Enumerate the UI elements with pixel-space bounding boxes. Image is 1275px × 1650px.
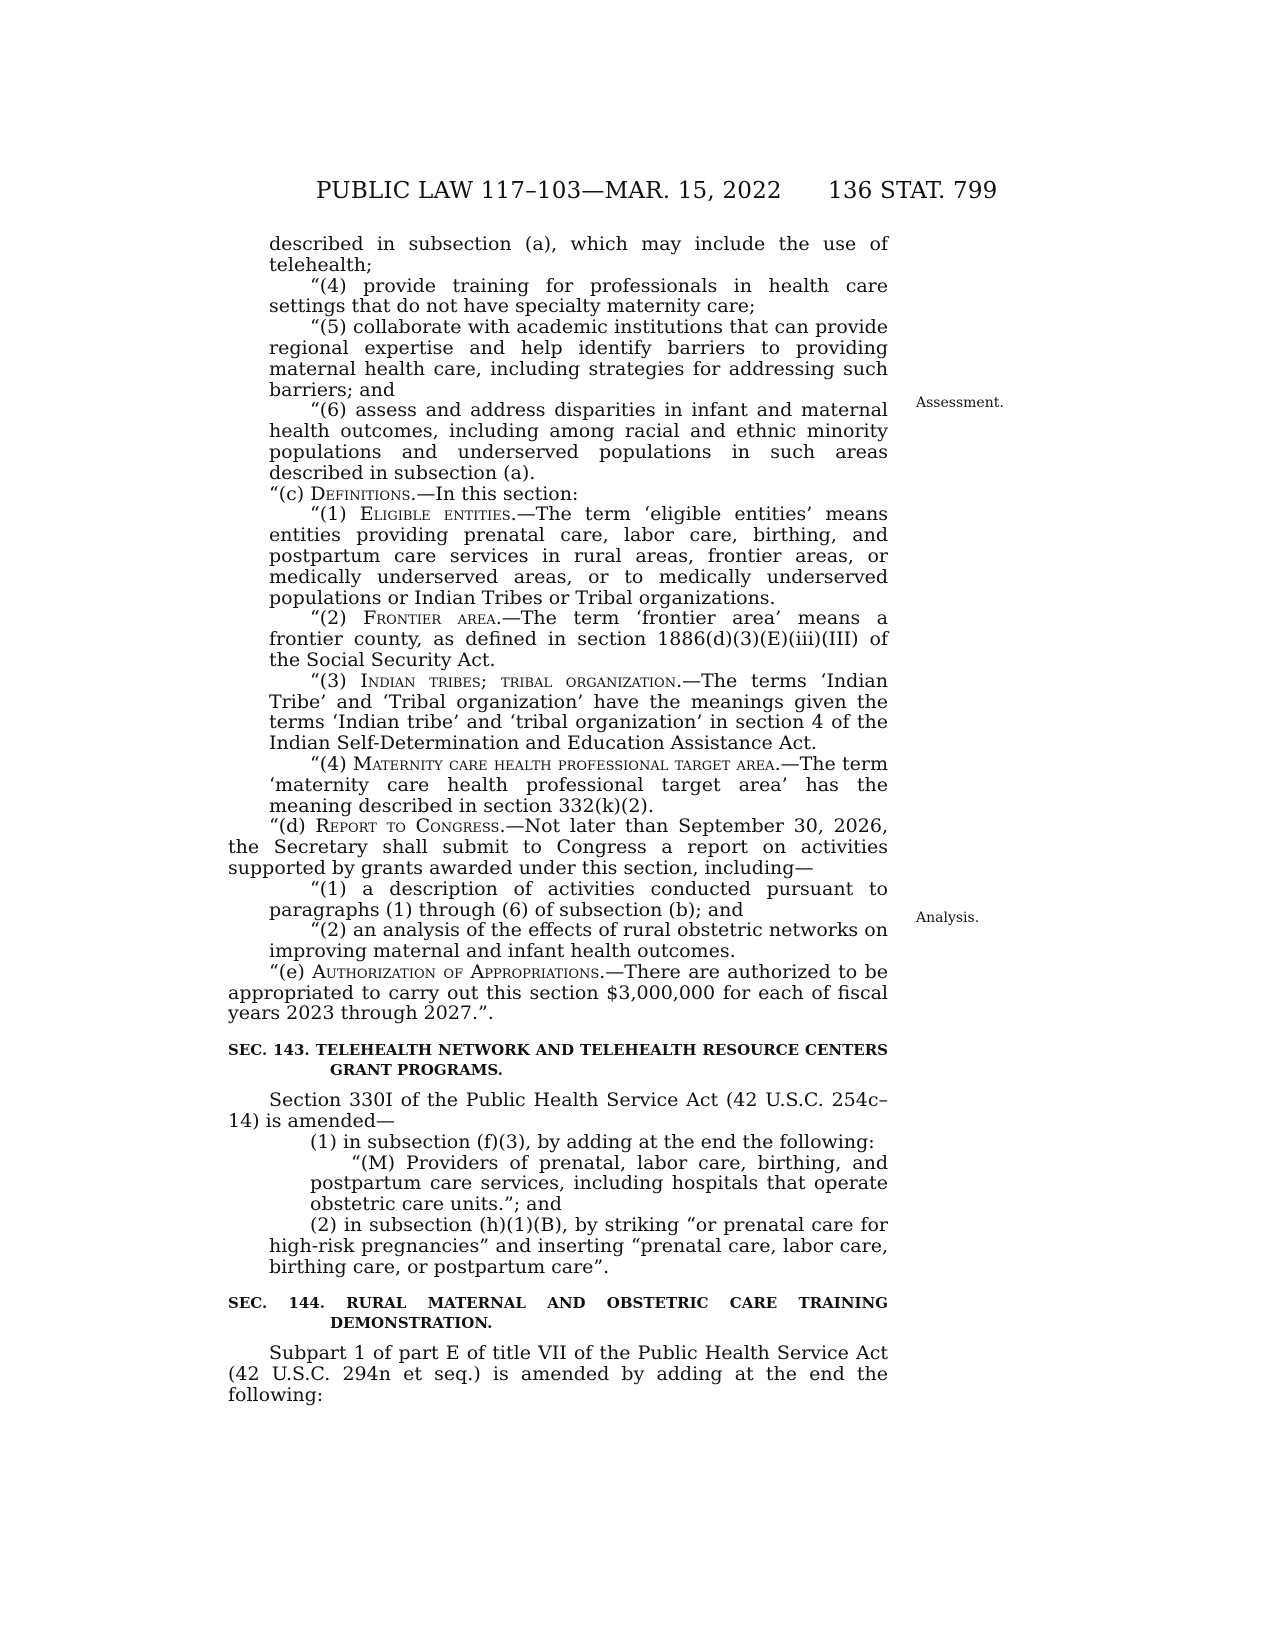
definition-c4-heading: Maternity care health professional target area — [352, 752, 775, 775]
paragraph-d1: “(1) a description of activities conducted pursuant to paragraphs (1) through (6) of subsection (b); and — [269, 877, 888, 921]
subsection-d: “(d) Report to Congress.—Not later than September 30, 2026, the Secretary shall submit to Congress a report on activities supported by grants awarded under this section, including— — [228, 815, 888, 879]
paragraph-b3-continuation: described in subsection (a), which may include the use of telehealth; — [269, 233, 888, 276]
subsection-c-heading: Definitions — [310, 482, 411, 505]
subsection-d-heading: Report to Congress — [315, 815, 500, 838]
margin-note-assessment: Assessment. — [916, 395, 1004, 411]
section-143-item-1: (1) in subsection (f)(3), by adding at the end the following: — [310, 1130, 875, 1153]
section-144-intro: Subpart 1 of part E of title VII of the Public Health Service Act (42 U.S.C. 294n et seq.) is amended by adding at the end the following: — [228, 1342, 888, 1407]
section-144-heading: SEC. 144. RURAL MATERNAL AND OBSTETRIC CARE TRAINING DEMONSTRATION. — [228, 1294, 888, 1333]
paragraph-b4: “(4) provide training for professionals in health care settings that do not have specialty maternity care; — [269, 274, 888, 318]
section-143-item-2: (2) in subsection (h)(1)(B), by striking “or prenatal care for high-risk pregnancies” and inserting “prenatal care, labor care, birthing care, or postpartum care”. — [269, 1214, 888, 1278]
definition-c4: “(4) Maternity care health professional target area.—The term ‘maternity care health professional target area’ has the meaning described in section 332(k)(2). — [269, 752, 888, 817]
paragraph-b5: “(5) collaborate with academic institutions that can provide regional expertise and help identify barriers to providing maternal health care, including strategies for addressing such barriers; and — [269, 316, 888, 401]
definition-c1: “(1) Eligible entities.—The term ‘eligible entities’ means entities providing prenatal care, labor care, birthing, and postpartum care services in rural areas, frontier areas, or medically underserved areas, or to medically underserved populations or Indian Tribes or Tribal organizations. — [269, 503, 888, 609]
page-number: 136 STAT. 799 — [828, 178, 998, 204]
section-143-item-M: “(M) Providers of prenatal, labor care, birthing, and postpartum care services, including hospitals that operate obstetric care units.”; and — [310, 1151, 888, 1216]
section-143-intro: Section 330I of the Public Health Service Act (42 U.S.C. 254c–14) is amended— — [228, 1089, 888, 1133]
paragraph-d2: “(2) an analysis of the effects of rural obstetric networks on improving maternal and infant health outcomes. — [269, 919, 888, 963]
margin-note-analysis: Analysis. — [916, 910, 980, 926]
main-text-column — [228, 234, 888, 1406]
page-header — [0, 178, 1275, 218]
definition-c3-heading: Indian tribes; tribal organization — [360, 669, 677, 692]
definition-c1-heading: Eligible entities — [359, 503, 511, 526]
subsection-e-heading: Authorization of Appropriations — [312, 960, 600, 983]
definition-c3: “(3) Indian tribes; tribal organization.—The terms ‘Indian Tribe’ and ‘Tribal organization’ have the meanings given the terms ‘Indian tribe’ and ‘tribal organization’ in section 4 of the Indian Self-Determination and Education Assistance Act. — [269, 669, 888, 755]
running-title: PUBLIC LAW 117–103—MAR. 15, 2022 — [316, 178, 782, 204]
definition-c2: “(2) Frontier area.—The term ‘frontier area’ means a frontier county, as defined in section 1886(d)(3)(E)(iii)(III) of the Social Security Act. — [269, 607, 888, 671]
subsection-e: “(e) Authorization of Appropriations.—There are authorized to be appropriated to carry out this section $3,000,000 for each of fiscal years 2023 through 2027.”. — [228, 960, 889, 1025]
subsection-c: “(c) Definitions.—In this section: — [269, 482, 579, 505]
paragraph-b6: “(6) assess and address disparities in infant and maternal health outcomes, including among racial and ethnic minority populations and underserved populations in such areas described in subsection (a). — [269, 399, 888, 484]
definition-c2-heading: Frontier area — [363, 607, 496, 630]
section-143-heading: SEC. 143. TELEHEALTH NETWORK AND TELEHEALTH RESOURCE CENTERS GRANT PROGRAMS. — [228, 1041, 888, 1080]
